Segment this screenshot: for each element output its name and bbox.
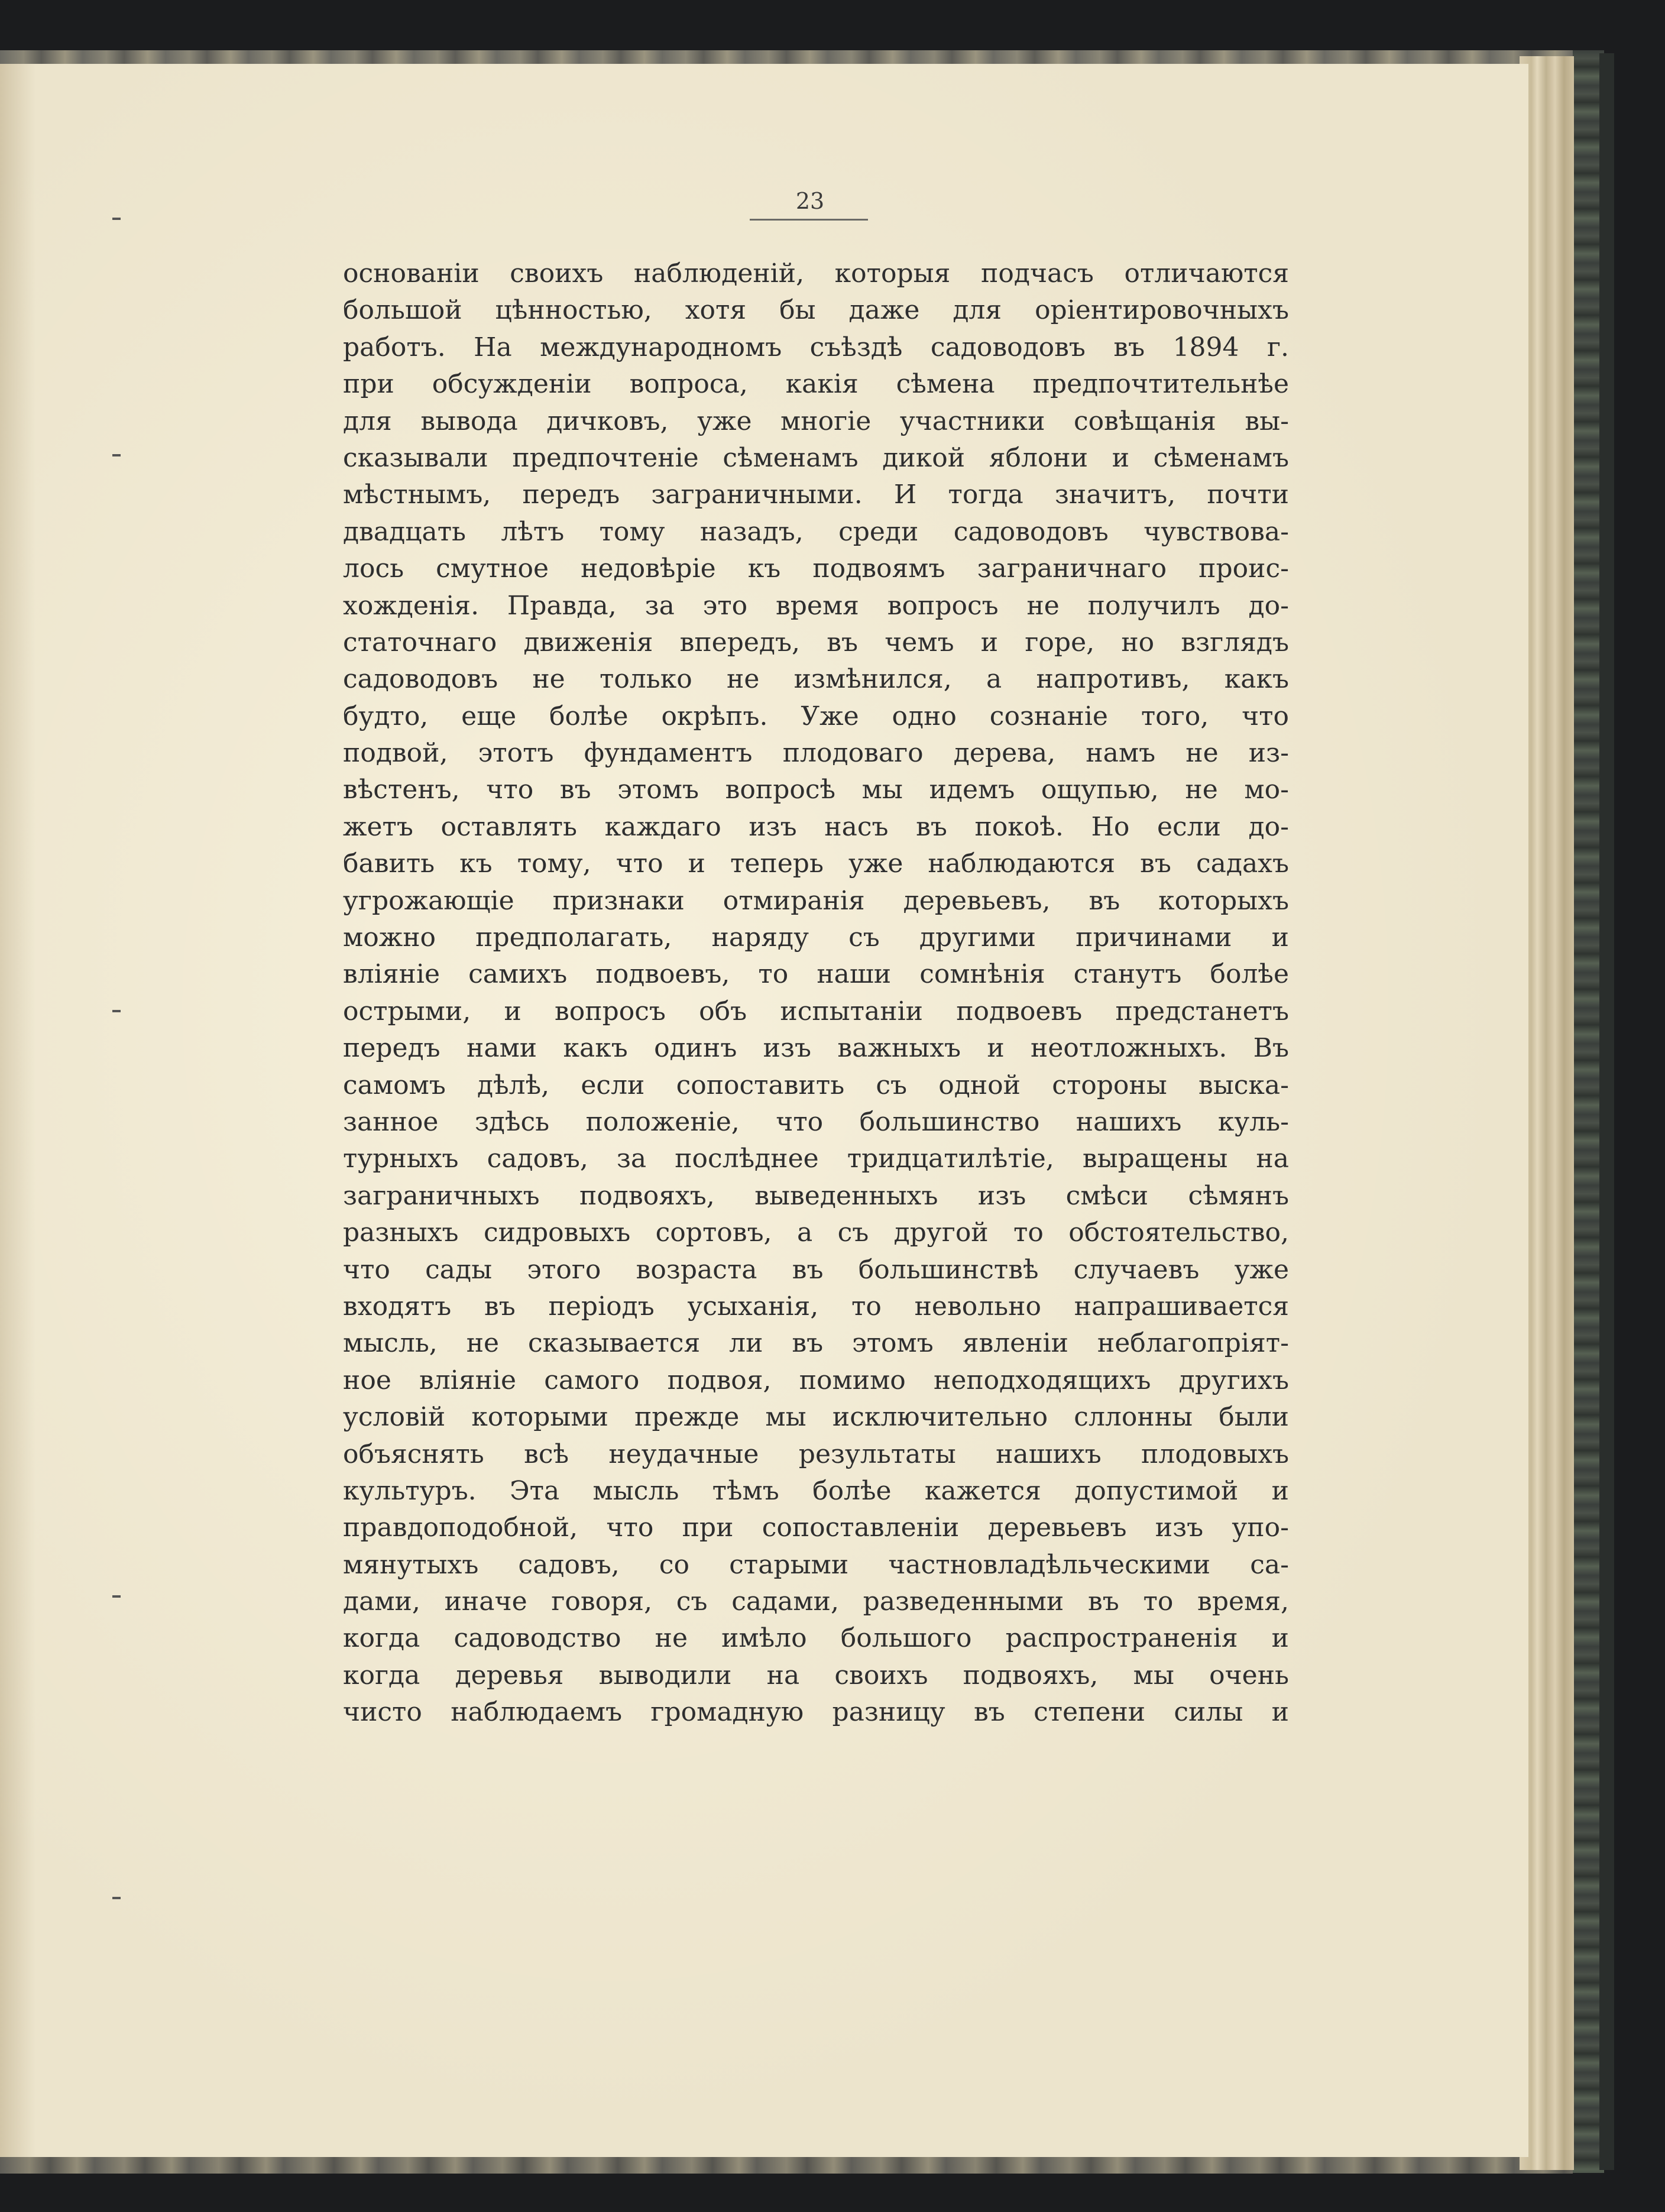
text-line: когда деревья выводили на своихъ подвояхъ, мы очень <box>343 1660 1289 1690</box>
text-line: вѣстенъ, что въ этомъ вопросѣ мы идемъ ощупью, не мо- <box>343 775 1289 805</box>
gutter-mark <box>112 1595 121 1598</box>
text-line: что сады этого возраста въ большинствѣ случаевъ уже <box>343 1254 1289 1285</box>
text-line: чисто наблюдаемъ громадную разницу въ степени силы и <box>343 1697 1289 1728</box>
text-line: самомъ дѣлѣ, если сопоставить съ одной стороны выска- <box>343 1070 1289 1100</box>
text-line: ное вліяніе самого подвоя, помимо неподходящихъ другихъ <box>343 1365 1289 1395</box>
text-line: культуръ. Эта мысль тѣмъ болѣе кажется допустимой и <box>343 1475 1289 1506</box>
text-line: работъ. На международномъ съѣздѣ садоводовъ въ 1894 г. <box>343 332 1289 362</box>
text-line: хожденія. Правда, за это время вопросъ не получилъ до- <box>343 590 1289 621</box>
text-line: при обсужденіи вопроса, какія сѣмена предпочтительнѣе <box>343 369 1289 400</box>
text-line: разныхъ сидровыхъ сортовъ, а съ другой то обстоятельство, <box>343 1217 1289 1248</box>
text-line: угрожающіе признаки отмиранія деревьевъ, въ которыхъ <box>343 885 1289 916</box>
text-line: вліяніе самихъ подвоевъ, то наши сомнѣнія станутъ болѣе <box>343 959 1289 990</box>
text-line: садоводовъ не только не измѣнился, а напротивъ, какъ <box>343 664 1289 695</box>
text-line: основаніи своихъ наблюденій, которыя подчасъ отличаются <box>343 258 1289 289</box>
gutter-mark <box>112 218 121 220</box>
text-line: передъ нами какъ одинъ изъ важныхъ и неотложныхъ. Въ <box>343 1033 1289 1064</box>
body-text <box>343 255 1289 1731</box>
text-line: сказывали предпочтеніе сѣменамъ дикой яблони и сѣменамъ <box>343 442 1289 473</box>
text-line: входятъ въ періодъ усыханія, то невольно напрашивается <box>343 1291 1289 1322</box>
text-line: мысль, не сказывается ли въ этомъ явленіи неблагопріят- <box>343 1328 1289 1359</box>
book-cover-shadow <box>1599 53 1614 2170</box>
text-line: правдоподобной, что при сопоставленіи деревьевъ изъ упо- <box>343 1513 1289 1543</box>
text-line: большой цѣнностью, хотя бы даже для оріентировочныхъ <box>343 295 1289 326</box>
text-line: объяснять всѣ неудачные результаты нашихъ плодовыхъ <box>343 1439 1289 1469</box>
text-line: статочнаго движенія впередъ, въ чемъ и горе, но взглядъ <box>343 627 1289 658</box>
page-number: 23 <box>795 188 825 214</box>
text-line: лось смутное недовѣріе къ подвоямъ заграничнаго проис- <box>343 553 1289 584</box>
text-line: острыми, и вопросъ объ испытаніи подвоевъ предстанетъ <box>343 996 1289 1026</box>
text-line: можно предполагать, наряду съ другими причинами и <box>343 922 1289 953</box>
text-line: мянутыхъ садовъ, со старыми частновладѣльческими са- <box>343 1549 1289 1580</box>
text-line: турныхъ садовъ, за послѣднее тридцатилѣтіе, выращены на <box>343 1144 1289 1174</box>
text-line: заграничныхъ подвояхъ, выведенныхъ изъ смѣси сѣмянъ <box>343 1180 1289 1211</box>
text-line: когда садоводство не имѣло большого распространенія и <box>343 1623 1289 1654</box>
text-line: мѣстнымъ, передъ заграничными. И тогда значитъ, почти <box>343 480 1289 510</box>
text-line: подвой, этотъ фундаментъ плодоваго дерева, намъ не из- <box>343 738 1289 769</box>
gutter-mark <box>112 1010 121 1012</box>
gutter-mark <box>112 454 121 456</box>
text-line: занное здѣсь положеніе, что большинство нашихъ куль- <box>343 1106 1289 1137</box>
text-line: для вывода дичковъ, уже многіе участники совѣщанія вы- <box>343 406 1289 436</box>
text-line: дами, иначе говоря, съ садами, разведенными въ то время, <box>343 1586 1289 1617</box>
text-line: двадцать лѣтъ тому назадъ, среди садоводовъ чувствова- <box>343 516 1289 547</box>
gutter-mark <box>112 1897 121 1899</box>
page-number-rule <box>750 219 868 221</box>
text-line: жетъ оставлять каждаго изъ насъ въ покоѣ. Но если до- <box>343 811 1289 842</box>
text-line: условій которыми прежде мы исключительно сллонны были <box>343 1402 1289 1433</box>
text-line: бавить къ тому, что и теперь уже наблюдаются въ садахъ <box>343 848 1289 879</box>
text-line: будто, еще болѣе окрѣпъ. Уже одно сознаніе того, что <box>343 701 1289 731</box>
